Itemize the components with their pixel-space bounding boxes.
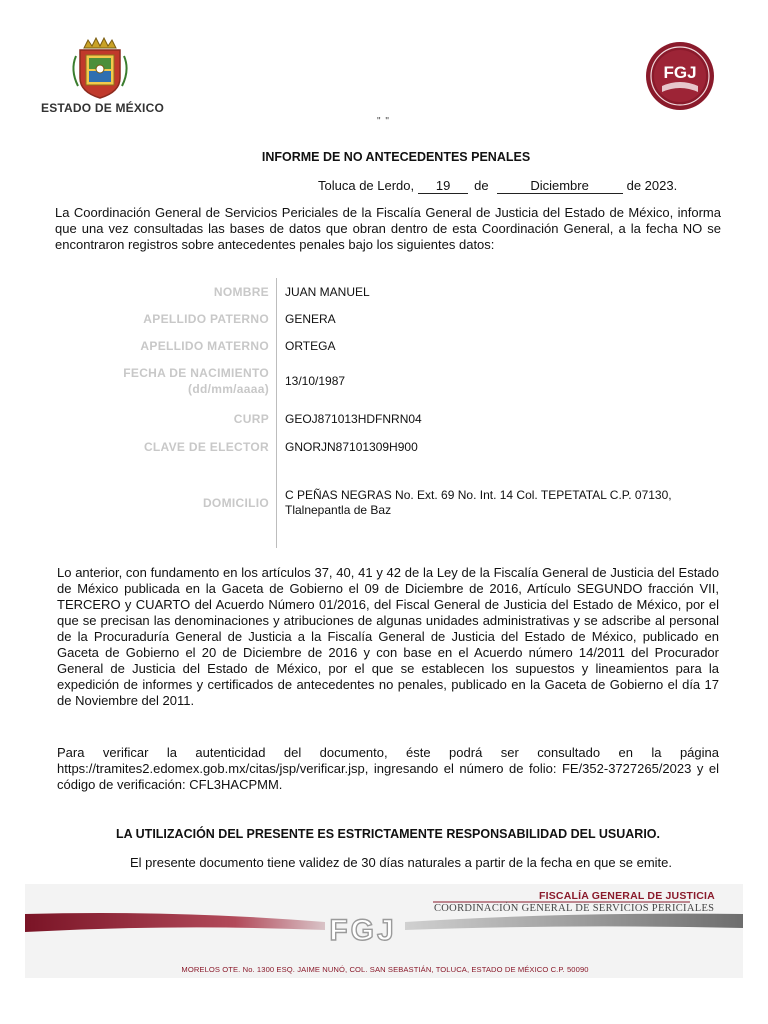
label-curp: CURP bbox=[233, 412, 269, 426]
fgj-seal-logo bbox=[644, 40, 716, 112]
date-day: 19 bbox=[418, 179, 468, 194]
date-line bbox=[318, 178, 677, 194]
label-apellido-paterno: APELLIDO PATERNO bbox=[143, 312, 269, 326]
value-clave-elector: GNORJN87101309H900 bbox=[285, 440, 418, 454]
validity-note: El presente documento tiene validez de 30 días naturales a partir de la fecha en que se emite. bbox=[129, 855, 672, 870]
city-label: Toluca de Lerdo, bbox=[318, 178, 415, 193]
header-marks: " " bbox=[377, 116, 390, 127]
label-clave-elector: CLAVE DE ELECTOR bbox=[143, 440, 269, 454]
label-nombre: NOMBRE bbox=[213, 285, 269, 299]
label-apellido-materno: APELLIDO MATERNO bbox=[140, 339, 269, 353]
de-label: de bbox=[474, 178, 489, 193]
fgj-seal-text: FGJ bbox=[663, 63, 697, 82]
year-label: de 2023. bbox=[626, 178, 678, 193]
value-nombre: JUAN MANUEL bbox=[285, 285, 370, 299]
footer-swoosh-left bbox=[25, 913, 325, 932]
estado-de-mexico-wordmark: ESTADO DE MÉXICO bbox=[41, 101, 164, 115]
value-apellido-paterno: GENERA bbox=[285, 312, 336, 326]
date-month: Diciembre bbox=[497, 179, 623, 194]
label-fecha-formato: (dd/mm/aaaa) bbox=[188, 382, 269, 396]
responsibility-notice: LA UTILIZACIÓN DEL PRESENTE ES ESTRICTAMENTE RESPONSABILIDAD DEL USUARIO. bbox=[115, 827, 661, 841]
value-curp: GEOJ871013HDFNRN04 bbox=[285, 412, 422, 426]
footer-coordinacion: COORDINACIÓN GENERAL DE SERVICIOS PERICIALES bbox=[434, 903, 715, 914]
value-fecha-nacimiento: 13/10/1987 bbox=[285, 374, 346, 388]
label-fecha-nacimiento: FECHA DE NACIMIENTO bbox=[123, 366, 269, 380]
verification-paragraph: Para verificar la autenticidad del documento, éste podrá ser consultado en la página https://tramites2.edomex.gob.mx/citas/jsp/verificar.jsp, ingresando el número de folio: FE/352-3727265/2023 y el código de verificación: CFL3HACPMM. bbox=[57, 745, 719, 792]
footer-fgj-logo-text: FGJ bbox=[329, 914, 397, 947]
table-divider bbox=[276, 278, 277, 548]
footer-address: MORELOS OTE. No. 1300 ESQ. JAIME NUNÓ, COL. SAN SEBASTIÁN, TOLUCA, ESTADO DE MÉXICO C.P. 50090 bbox=[181, 965, 589, 974]
document-title: INFORME DE NO ANTECEDENTES PENALES bbox=[261, 150, 531, 164]
legal-basis-paragraph: Lo anterior, con fundamento en los artículos 37, 40, 41 y 42 de la Ley de la Fiscalía General de Justicia del Estado de México publicada en la Gaceta de Gobierno el 09 de Diciembre de 2016, Artículo SEGUNDO fracción VII, TERCERO y CUARTO del Acuerdo Número 01/2016, del Fiscal General de Justicia del Estado de México, por el que se precisan las denominaciones y atribuciones de algunas unidades administrativas y se adscribe al personal de la Procuraduría General de Justicia a la Fiscalía General de Justicia del Estado de México, publicado en Gaceta de Gobierno el 20 de Diciembre de 2016 y con base en el Acuerdo número 14/2011 del Procurador General de Justicia del Estado de México, por el que se establecen los supuestos y lineamientos para la expedición de informes y certificados de antecedentes no penales, publicado en la Gaceta de Gobierno el día 17 de Noviembre del 2011. bbox=[57, 565, 719, 708]
intro-paragraph: La Coordinación General de Servicios Periciales de la Fiscalía General de Justicia del Estado de México, informa que una vez consultadas las bases de datos que obran dentro de esta Coordinación General, a la fecha NO se encontraron registros sobre antecedentes penales bajo los siguientes datos: bbox=[55, 205, 721, 252]
value-apellido-materno: ORTEGA bbox=[285, 339, 336, 353]
value-domicilio: C PEÑAS NEGRAS No. Ext. 69 No. Int. 14 Col. TEPETATAL C.P. 07130, Tlalnepantla de Baz bbox=[285, 488, 672, 517]
footer-fiscalia-title: FISCALÍA GENERAL DE JUSTICIA bbox=[539, 890, 715, 902]
label-domicilio: DOMICILIO bbox=[202, 496, 269, 510]
footer-swoosh-right bbox=[405, 914, 743, 930]
